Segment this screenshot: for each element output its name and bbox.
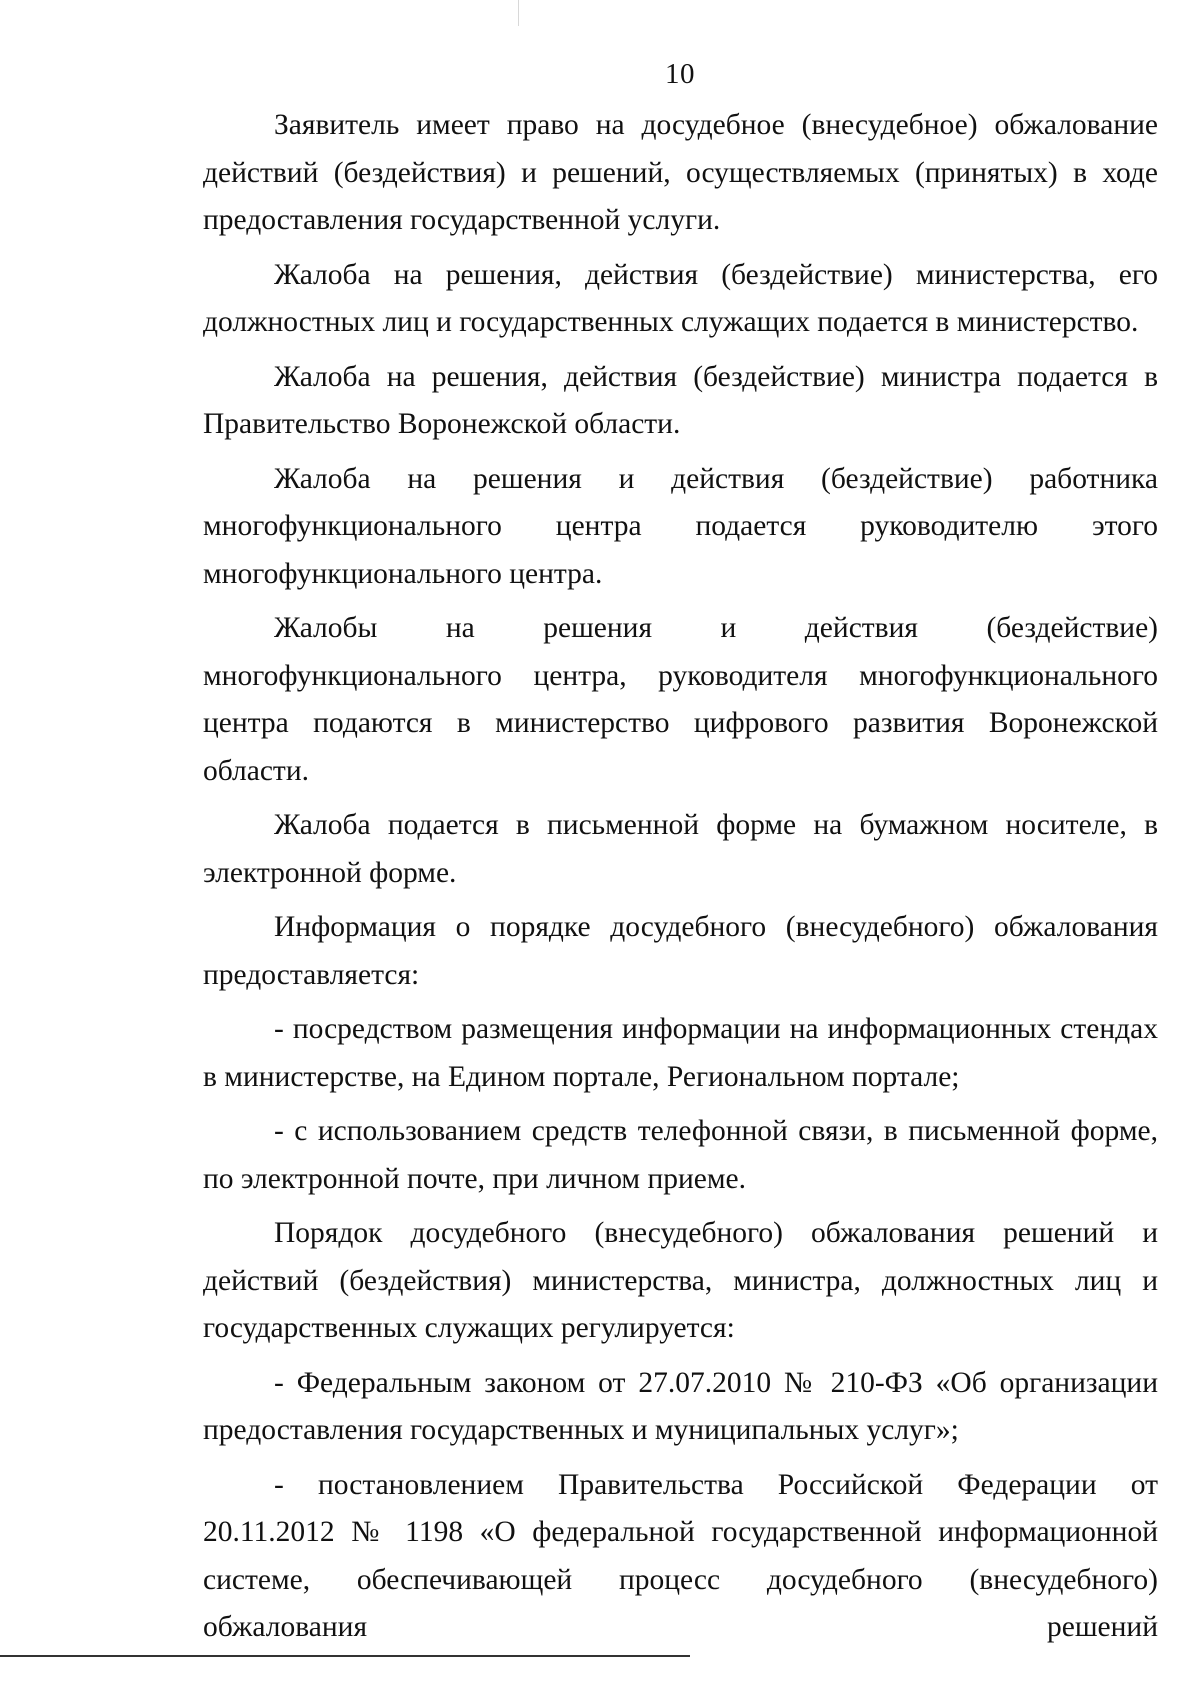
paragraph-complaint-minister: Жалоба на решения, действия (бездействие) министра подается в Правительство Воронежской области. [203,360,1158,440]
paragraph-right-to-appeal: Заявитель имеет право на досудебное (внесудебное) обжалование действий (бездействия) и решений, осуществляемых (принятых) в ходе предоставления государственной услуги. [203,109,1158,236]
list-item-telephone: - с использованием средств телефонной связи, в письменной форме, по электронной почте, при личном приеме. [203,1115,1158,1195]
paragraph-complaint-form: Жалоба подается в письменной форме на бумажном носителе, в электронной форме. [203,809,1158,889]
list-item-government-decree: - постановлением Правительства Российской Федерации от 20.11.2012 № 1198 «О федеральной государственной информационной системе, обеспечивающей процесс досудебного (внесудебного) обжалования решений [203,1468,1158,1643]
list-item-federal-law: - Федеральным законом от 27.07.2010 № 210-ФЗ «Об организации предоставления государственных и муниципальных услуг»; [203,1366,1158,1446]
bottom-rule [0,1655,690,1657]
paragraph-procedure-regulated: Порядок досудебного (внесудебного) обжалования решений и действий (бездействия) министерства, министра, должностных лиц и государственных служащих регулируется: [203,1217,1158,1344]
paragraph-complaint-mfc-employee: Жалоба на решения и действия (бездействие) работника многофункционального центра подается руководителю этого многофункционального центра. [203,462,1158,590]
document-body [203,102,1158,1659]
list-item-stands: - посредством размещения информации на информационных стендах в министерстве, на Едином портале, Региональном портале; [203,1013,1158,1093]
page-number: 10 [665,58,695,90]
paragraph-information-provided: Информация о порядке досудебного (внесудебного) обжалования предоставляется: [203,911,1158,991]
paragraph-complaint-mfc: Жалобы на решения и действия (бездействие) многофункционального центра, руководителя многофункционального центра подаются в министерство цифрового развития Воронежской области. [203,612,1158,787]
paragraph-complaint-ministry: Жалоба на решения, действия (бездействие) министерства, его должностных лиц и государственных служащих подается в министерство. [203,258,1158,338]
scan-mark [518,0,519,26]
